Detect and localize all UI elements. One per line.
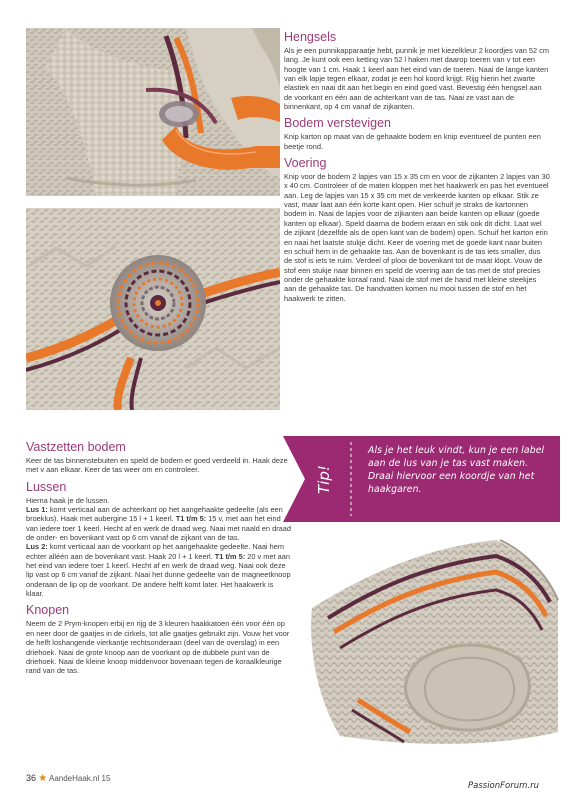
- body-hengsels: Als je een punnikapparaatje hebt, punnik je met kiezelkleur 2 koordjes van 52 cm lang. Je kunt ook een ketting van 52 l haken met daarop toeren van v tot een hoogte van 1 cm. Haak 1 keerl aan het eind van de toeren. Naai de lange kanten van elk lapje tegen elkaar, zodat je een hol koord krijgt. Rijg hierin het zwarte elastiek en naai dit aan het begin en eind goed vast. Bevestig één hengsel aan de voorkant en één aan de achterkant van de tas. Naai ze vast aan de binnenkant, op 4 cm vanaf de zijkanten.: [284, 46, 549, 112]
- photo-handle-illustration: [26, 28, 280, 196]
- section-voering: [284, 156, 550, 303]
- section-hengsels: [284, 30, 550, 111]
- section-vastzetten-bodem: [26, 440, 292, 475]
- tip-label: Tip!: [315, 465, 333, 494]
- lussen-intro: Hierna haak je de lussen.: [26, 495, 110, 505]
- issue-number: 15: [101, 774, 111, 783]
- publication-name: AandeHaak.nl: [49, 774, 100, 783]
- body-bodem-verstevigen: Knip karton op maat van de gehaakte bodem en knip eventueel de punten een beetje rond.: [284, 132, 541, 151]
- photo-bag-illustration: [300, 500, 560, 752]
- section-bodem-verstevigen: [284, 116, 550, 151]
- heading-vastzetten-bodem: Vastzetten bodem: [26, 440, 126, 454]
- lussen-label: T1 t/m 5:: [214, 551, 246, 561]
- page-number: 36: [26, 773, 37, 783]
- section-knopen: [26, 603, 292, 675]
- lussen-text: komt verticaal aan de voorkant op het aangehaakte gedeelte. Naai hem echter alléén aan de bovenkant vast. Haak 20 l + 1 keerl.: [26, 542, 285, 561]
- lussen-label: T1 t/m 5:: [175, 514, 207, 524]
- right-text-column: [284, 30, 550, 308]
- heading-knopen: Knopen: [26, 603, 70, 618]
- lussen-label: Lus 2:: [26, 542, 48, 552]
- photo-finished-bag: [300, 500, 560, 752]
- body-knopen: Neem de 2 Prym-knopen erbij en rijg de 3 kleuren haakkatoen één voor één op en neer door de gaatjes in de cirkels, tot alle gaatjes gebruikt zijn. Vouw het voor de helft loshangende vierkantje rechtsonderaan (deel van de overslag) in een driehoek. Naai de grote knoop aan de voorkant op de dubbele punt van de driehoek. Naai de kleine knoop middenvoor bovenaan tegen de koraalkleurige rand van de tas.: [26, 619, 290, 676]
- photo-button-illustration: [26, 208, 280, 410]
- lussen-instructions: [26, 505, 292, 598]
- lussen-text: komt verticaal aan de achterkant op het aangehaakte gedeelte (als een broeklus). Haak met aubergine 15 l + 1 keerl.: [26, 505, 283, 524]
- tip-text: Als je het leuk vindt, kun je een label aan de lus van je tas vast maken. Draai hiervoor een koordje van het haakgaren.: [368, 445, 545, 496]
- left-text-column: [26, 440, 292, 681]
- heading-hengsels: Hengsels: [284, 30, 337, 44]
- heading-voering: Voering: [284, 156, 327, 171]
- lussen-text: 20 v met aan het eind van iedere toer 1 keerl. Hecht af en werk de draad weg. Naai ook deze lip vast op 6 cm vanaf de zijkant. Naai het dunne gedeelte van de magneetknoop onderaan de lip op de voorkant. De andere helft komt later. Het haakwerk is klaar.: [26, 551, 291, 599]
- page-footer: [26, 773, 110, 784]
- heading-bodem-verstevigen: Bodem verstevigen: [284, 116, 392, 131]
- star-icon: ★: [38, 773, 48, 784]
- watermark: PassionForum.ru: [468, 781, 539, 791]
- section-lussen: [26, 480, 292, 599]
- lussen-label: Lus 1:: [26, 505, 48, 515]
- heading-lussen: Lussen: [26, 479, 67, 494]
- photo-handle-closeup: [26, 28, 280, 196]
- lussen-text: 15 v, met aan het eind van iedere toer 1 keerl. Hecht af en werk de draad weg. Naai met naald en draad de onder- en bovenkant vast op 6 cm vanaf de zijkant van de tas.: [26, 514, 291, 543]
- body-voering: Knip voor de bodem 2 lapjes van 15 x 35 cm en voor de zijkanten 2 lapjes van 30 x 40 cm. Controleer of de maten kloppen met het haakwerk en pas het eventueel aan. Leg de lapjes van 15 x 35 cm met de verkeerde kanten op elkaar. Stik ze vast, maar laat aan één korte kant open. Hier schuif je straks de kartonnen bodem in. Naai de lapjes voor de zijkanten aan beide kanten op elkaar (goede kanten op elkaar). Speld daarna de bodem eraan en stik ook dit dicht. Laat wel de zijkant (dezelfde als de open kant van de bodem) open. Schuif het karton erin en naai het laatste stukje dicht. Keer de voering met de goede kant naar buiten en schuif hem in de gehaakte tas. Aan de bovenkant is de tas iets smaller, dus de stof is iets te ruim. Verdeel of plooi de bovenkant tot de maat klopt. Vouw de stof een stukje naar binnen en speld de voering aan de tas met de stof precies onder de gehaakte koraal rand. Naai de stof met de hand met kleine steekjes aan de gehaakte tas. De handvatten komen nu mooi tussen de stof en het haakwerk te zitten.: [284, 172, 550, 303]
- body-vastzetten-bodem: Keer de tas binnenstebuiten en speld de bodem er goed verdeeld in. Haak deze met v aan elkaar. Keer de tas weer om en controleer.: [26, 456, 288, 475]
- photo-button-closeup: [26, 208, 280, 410]
